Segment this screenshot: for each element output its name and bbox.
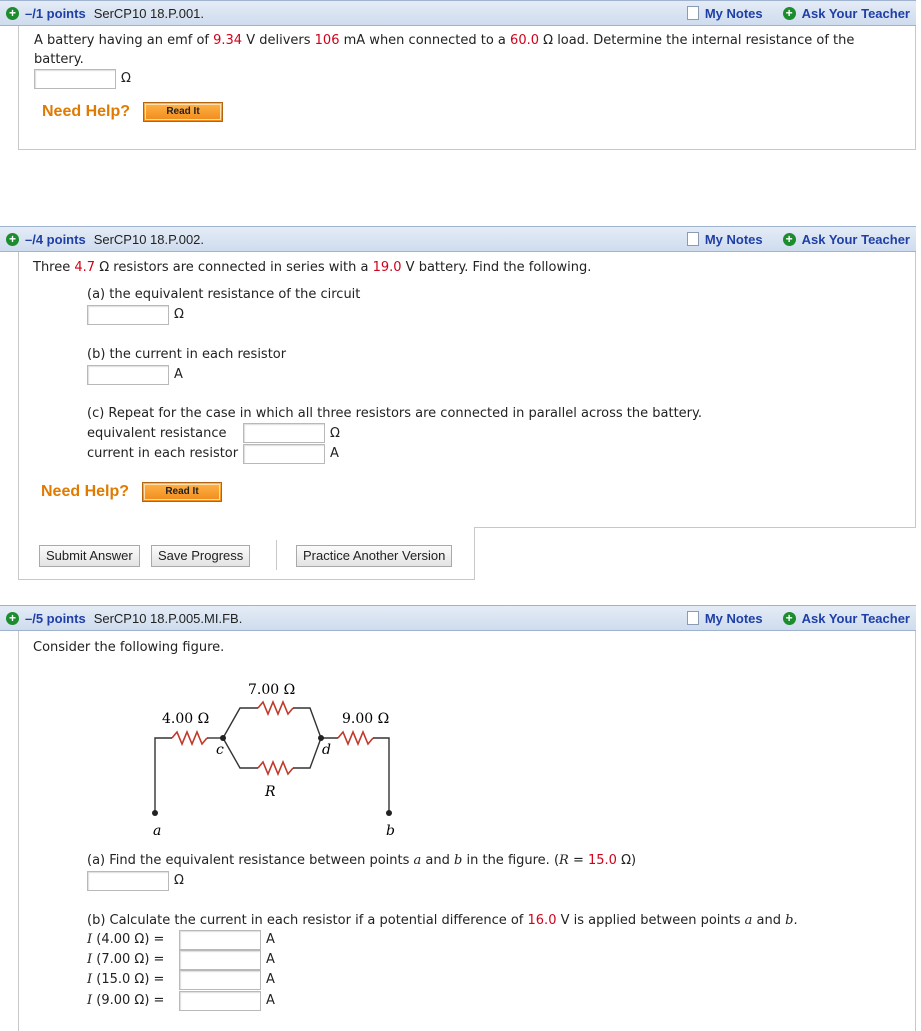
ask-teacher-link[interactable]: Ask Your Teacher — [801, 610, 910, 626]
q3-b2-input[interactable] — [179, 950, 261, 970]
node-a-dot — [152, 810, 158, 816]
q3-row-text: (4.00 Ω) = — [92, 932, 165, 947]
q2-header — [0, 226, 916, 252]
q3-header — [0, 605, 916, 631]
read-it-button[interactable]: Read It — [142, 482, 222, 502]
q3-row-text: (9.00 Ω) = — [92, 993, 165, 1008]
q3-a-unit: Ω — [174, 873, 184, 888]
q2-a-unit: Ω — [174, 307, 184, 322]
q3-text: in the figure. ( — [462, 853, 560, 868]
q1-header — [0, 0, 916, 26]
wire — [223, 738, 258, 768]
button-separator — [276, 540, 277, 570]
q1-body — [18, 26, 916, 150]
plus-circle-icon[interactable]: + — [6, 7, 19, 20]
note-icon[interactable] — [687, 6, 699, 20]
q3-R-value: 15.0 — [587, 853, 617, 868]
label-a: a — [153, 823, 162, 839]
practice-another-version-button[interactable]: Practice Another Version — [296, 545, 452, 567]
q2-points: –/4 points — [25, 231, 86, 247]
current-symbol: I — [87, 932, 93, 947]
current-symbol: I — [87, 952, 93, 967]
q3-text: and — [752, 913, 786, 928]
q3-b1-input[interactable] — [179, 930, 261, 950]
q2-c1-unit: Ω — [330, 426, 340, 441]
q3-a-input[interactable] — [87, 871, 169, 891]
q3-part-b-text — [87, 913, 798, 928]
ask-teacher-link[interactable]: Ask Your Teacher — [801, 5, 910, 21]
node-c-dot — [220, 735, 226, 741]
label-b: b — [386, 823, 395, 839]
plus-circle-icon[interactable]: + — [783, 612, 796, 625]
q3-b1-unit: A — [266, 932, 275, 947]
submit-answer-button[interactable]: Submit Answer — [39, 545, 140, 567]
q1-text: Ω load. Determine the internal resistance of the — [539, 33, 855, 48]
q3-part-a-text — [87, 853, 636, 868]
q3-text: (b) Calculate the current in each resistor if a potential difference of — [87, 913, 528, 928]
q1-text: mA when connected to a — [339, 33, 511, 48]
note-icon[interactable] — [687, 611, 699, 625]
q1-text-line2: battery. — [34, 52, 84, 67]
q1-text: V delivers — [242, 33, 315, 48]
q2-b-unit: A — [174, 367, 183, 382]
plus-circle-icon[interactable]: + — [783, 7, 796, 20]
q3-point-b: b — [785, 913, 794, 928]
save-progress-button[interactable]: Save Progress — [151, 545, 250, 567]
left-resistor — [172, 732, 207, 744]
q3-text: (a) Find the equivalent resistance between points — [87, 853, 414, 868]
q1-question-text — [34, 33, 854, 48]
wire — [293, 708, 321, 738]
q3-b4-unit: A — [266, 993, 275, 1008]
q3-point-a: a — [744, 913, 753, 928]
q2-c2-label: current in each resistor — [87, 446, 239, 461]
q1-unit: Ω — [121, 71, 131, 86]
q2-question-text — [33, 260, 591, 275]
q3-b2-unit: A — [266, 952, 275, 967]
q2-resistance-value: 4.7 — [74, 260, 96, 275]
note-icon[interactable] — [687, 232, 699, 246]
node-b-dot — [386, 810, 392, 816]
my-notes-link[interactable]: My Notes — [704, 5, 763, 21]
q1-answer-input[interactable] — [34, 69, 116, 89]
need-help-label: Need Help? — [42, 103, 131, 120]
q3-text: . — [793, 913, 798, 928]
q3-row-label — [87, 993, 164, 1008]
q2-part-a-label: (a) the equivalent resistance of the circuit — [87, 287, 361, 302]
q1-current-value: 106 — [314, 33, 340, 48]
label-c: c — [216, 742, 224, 758]
q2-c1-label: equivalent resistance — [87, 426, 227, 441]
q3-b3-input[interactable] — [179, 970, 261, 990]
q3-row-label — [87, 972, 164, 987]
wire — [373, 738, 389, 813]
q2-part-c-label: (c) Repeat for the case in which all three resistors are connected in parallel across the battery. — [87, 406, 702, 421]
q3-id: SerCP10 18.P.005.MI.FB. — [93, 610, 243, 626]
mid-resistor — [258, 762, 293, 774]
q2-c2-unit: A — [330, 446, 339, 461]
q2-a-input[interactable] — [87, 305, 169, 325]
q1-points: –/1 points — [25, 5, 86, 21]
label-4ohm: 4.00 Ω — [162, 711, 210, 727]
q3-R-symbol: R — [559, 853, 569, 868]
label-9ohm: 9.00 Ω — [342, 711, 390, 727]
q3-point-a: a — [413, 853, 422, 868]
q1-id: SerCP10 18.P.001. — [93, 5, 205, 21]
q2-text: V battery. Find the following. — [401, 260, 592, 275]
q2-b-input[interactable] — [87, 365, 169, 385]
plus-circle-icon[interactable]: + — [6, 612, 19, 625]
q3-text: Ω) — [616, 853, 637, 868]
q3-row-text: (7.00 Ω) = — [92, 952, 165, 967]
label-d: d — [322, 742, 331, 758]
read-it-button[interactable]: Read It — [143, 102, 223, 122]
circuit-figure — [140, 670, 410, 845]
q2-text: Ω resistors are connected in series with a — [95, 260, 373, 275]
my-notes-link[interactable]: My Notes — [704, 231, 763, 247]
q2-voltage-value: 19.0 — [372, 260, 402, 275]
q1-text: A battery having an emf of — [34, 33, 214, 48]
current-symbol: I — [87, 972, 93, 987]
node-d-dot — [318, 735, 324, 741]
top-resistor — [258, 702, 293, 714]
current-symbol: I — [87, 993, 93, 1008]
wire — [155, 738, 172, 813]
q3-text: and — [421, 853, 455, 868]
q3-point-b: b — [454, 853, 463, 868]
q3-row-text: (15.0 Ω) = — [92, 972, 165, 987]
divider — [474, 527, 916, 528]
need-help-label: Need Help? — [41, 483, 130, 500]
ask-teacher-link[interactable]: Ask Your Teacher — [801, 231, 910, 247]
wire — [223, 708, 258, 738]
q2-c1-input[interactable] — [243, 423, 325, 443]
q2-id: SerCP10 18.P.002. — [93, 231, 205, 247]
q2-part-b-label: (b) the current in each resistor — [87, 347, 287, 362]
q3-b4-input[interactable] — [179, 991, 261, 1011]
plus-circle-icon[interactable]: + — [783, 233, 796, 246]
q3-row-label — [87, 952, 164, 967]
q3-row-label — [87, 932, 164, 947]
q3-voltage-value: 16.0 — [527, 913, 557, 928]
wire — [293, 738, 321, 768]
q3-points: –/5 points — [25, 610, 86, 626]
plus-circle-icon[interactable]: + — [6, 233, 19, 246]
my-notes-link[interactable]: My Notes — [704, 610, 763, 626]
right-resistor — [338, 732, 373, 744]
label-7ohm: 7.00 Ω — [248, 682, 296, 698]
q1-load-value: 60.0 — [510, 33, 539, 48]
q3-text: V is applied between points — [556, 913, 745, 928]
label-R: R — [265, 784, 276, 800]
q3-b3-unit: A — [266, 972, 275, 987]
q1-emf-value: 9.34 — [213, 33, 243, 48]
q3-intro: Consider the following figure. — [33, 640, 225, 655]
q2-text: Three — [33, 260, 75, 275]
q2-c2-input[interactable] — [243, 444, 325, 464]
q3-text: = — [568, 853, 588, 868]
